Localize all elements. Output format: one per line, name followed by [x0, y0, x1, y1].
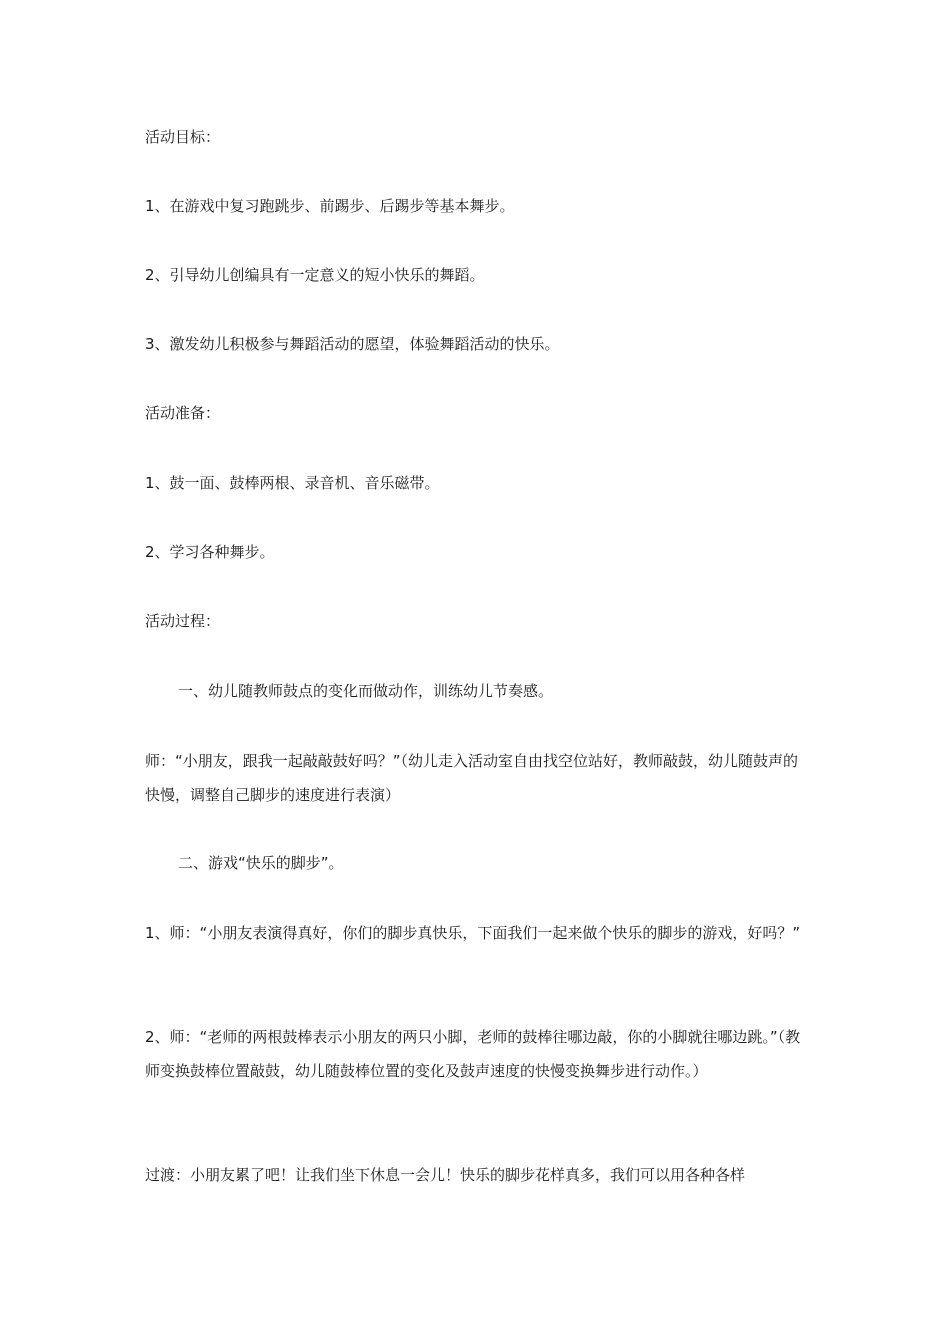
goal-item-3: 3、激发幼儿积极参与舞蹈活动的愿望，体验舞蹈活动的快乐。 [145, 335, 560, 353]
goal-item-2: 2、引导幼儿创编具有一定意义的短小快乐的舞蹈。 [145, 266, 485, 284]
paragraph-2: 1、师：“小朋友表演得真好，你们的脚步真快乐，下面我们一起来做个快乐的脚步的游戏，好吗？” [145, 924, 801, 942]
prep-item-2: 2、学习各种舞步。 [145, 543, 275, 561]
prep-item-1: 1、鼓一面、鼓棒两根、录音机、音乐磁带。 [145, 474, 440, 492]
process-heading: 活动过程： [145, 612, 221, 630]
goals-heading: 活动目标： [145, 128, 221, 146]
paragraph-4: 过渡：小朋友累了吧！让我们坐下休息一会儿！快乐的脚步花样真多，我们可以用各种各样 [145, 1166, 746, 1184]
goal-item-1: 1、在游戏中复习跑跳步、前踢步、后踢步等基本舞步。 [145, 197, 515, 215]
prep-heading: 活动准备： [145, 404, 221, 422]
section-heading-2: 二、游戏“快乐的脚步”。 [178, 854, 344, 872]
paragraph-3: 2、师：“老师的两根鼓棒表示小朋友的两只小脚，老师的鼓棒往哪边敲，你的小脚就往哪边跳。”（教师变换鼓棒位置敲鼓，幼儿随鼓棒位置的变化及鼓声速度的快慢变换舞步进行动作。） [145, 1028, 801, 1080]
section-heading-1: 一、幼儿随教师鼓点的变化而做动作，训练幼儿节奏感。 [178, 682, 554, 700]
paragraph-1: 师：“小朋友，跟我一起敲敲鼓好吗？”（幼儿走入活动室自由找空位站好，教师敲鼓，幼儿随鼓声的快慢，调整自己脚步的速度进行表演） [145, 752, 799, 804]
